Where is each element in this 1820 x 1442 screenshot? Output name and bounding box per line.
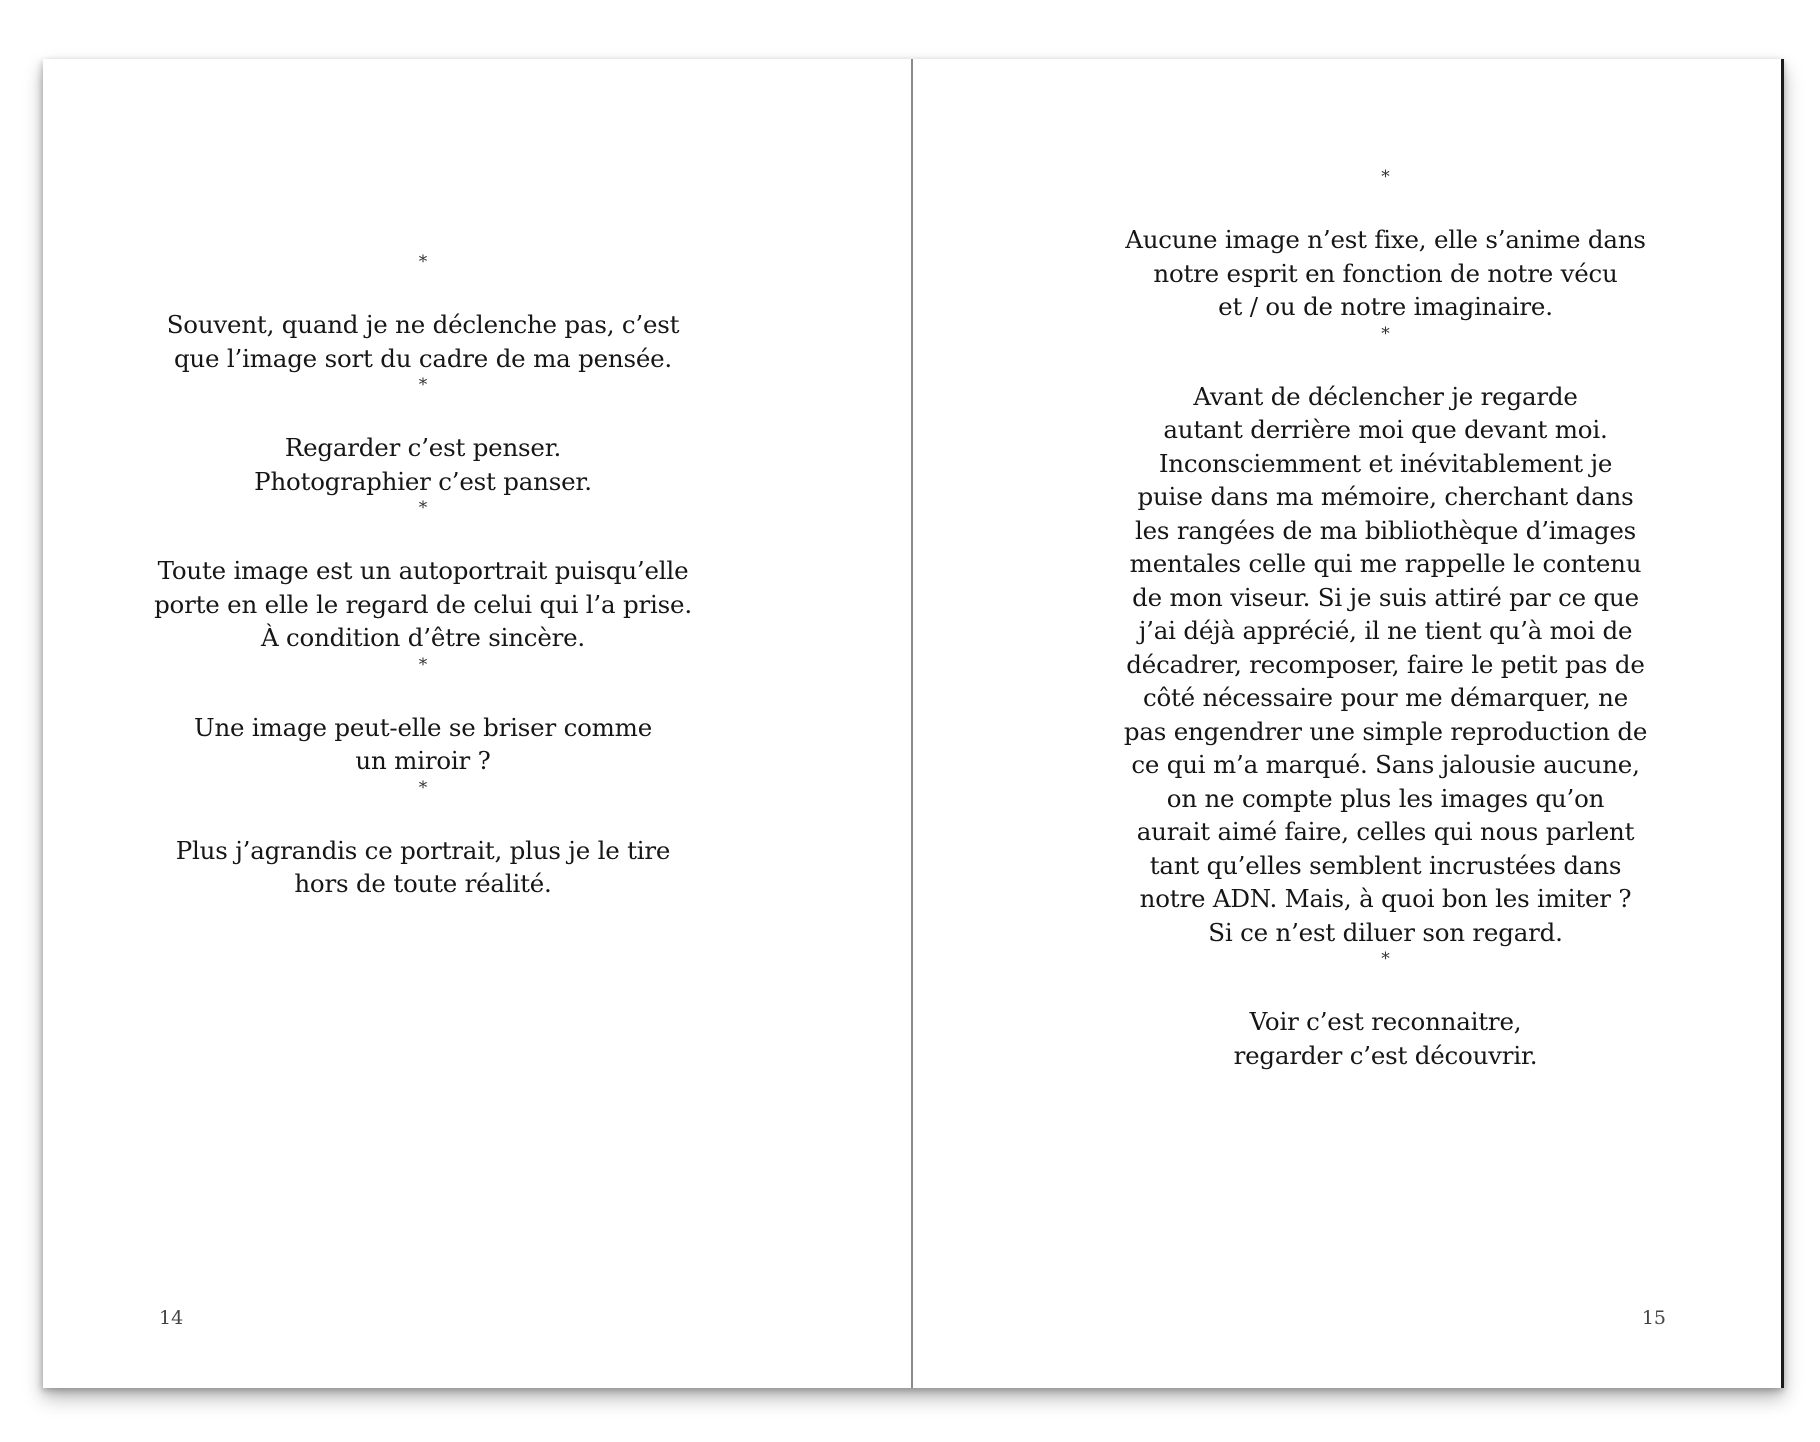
text-block: [1108, 167, 1663, 324]
asterisk-separator: *: [1381, 167, 1390, 187]
aphorism-text: Aucune image n’est fixe, elle s’anime dans notre esprit en fonction de notre vécu et / ou de notre imaginaire.: [1125, 225, 1646, 321]
asterisk-separator: *: [418, 654, 428, 675]
text-block: [143, 778, 703, 901]
left-page-text-column: [143, 252, 703, 901]
aphorism-text: Souvent, quand je ne déclenche pas, c’est que l’image sort du cadre de ma pensée.: [166, 310, 680, 373]
asterisk-separator: *: [1381, 323, 1390, 344]
text-block: [143, 655, 703, 778]
left-page: [43, 59, 911, 1388]
text-block: [143, 375, 703, 498]
page-number-left: 14: [159, 1307, 184, 1329]
aphorism-text: Plus j’agrandis ce portrait, plus je le tire hors de toute réalité.: [175, 835, 671, 898]
right-page-text-column: [1108, 167, 1663, 1072]
aphorism-text: Avant de déclencher je regarde autant derrière moi que devant moi. Inconsciemment et inévitablement je puise dans ma mémoire, cherchant dans les rangées de ma bibliothèque d’images mentales celle qui me rappelle le contenu de mon viseur. Si je suis attiré par ce que j’ai déjà apprécié, il ne tient qu’à moi de décadrer, recomposer, faire le petit pas de côté nécessaire pour me démarquer, ne pas engendrer une simple reproduction de ce qui m’a marqué. Sans jalousie aucune, on ne compte plus les images qu’on aurait aimé faire, celles qui nous parlent tant qu’elles semblent incrustées dans notre ADN. Mais, à quoi bon les imiter ? Si ce n’est diluer son regard.: [1123, 381, 1648, 947]
asterisk-separator: *: [418, 252, 428, 272]
asterisk-separator: *: [1381, 949, 1390, 969]
asterisk-separator: *: [418, 498, 428, 518]
aphorism-text: Regarder c’est penser. Photographier c’est panser.: [254, 433, 592, 496]
text-block: [143, 252, 703, 375]
asterisk-separator: *: [418, 777, 428, 798]
right-page: [913, 59, 1784, 1388]
text-block: [1108, 949, 1663, 1072]
text-block: [1108, 324, 1663, 950]
asterisk-separator: *: [418, 375, 428, 395]
page-number-right: 15: [1641, 1307, 1666, 1329]
aphorism-text: Voir c’est reconnaitre, regarder c’est découvrir.: [1233, 1007, 1538, 1070]
text-block: [143, 498, 703, 655]
aphorism-text: Toute image est un autoportrait puisqu’elle porte en elle le regard de celui qui l’a prise. À condition d’être sincère.: [154, 556, 692, 652]
book-spread: [43, 59, 1784, 1388]
aphorism-text: Une image peut-elle se briser comme un miroir ?: [194, 712, 652, 775]
